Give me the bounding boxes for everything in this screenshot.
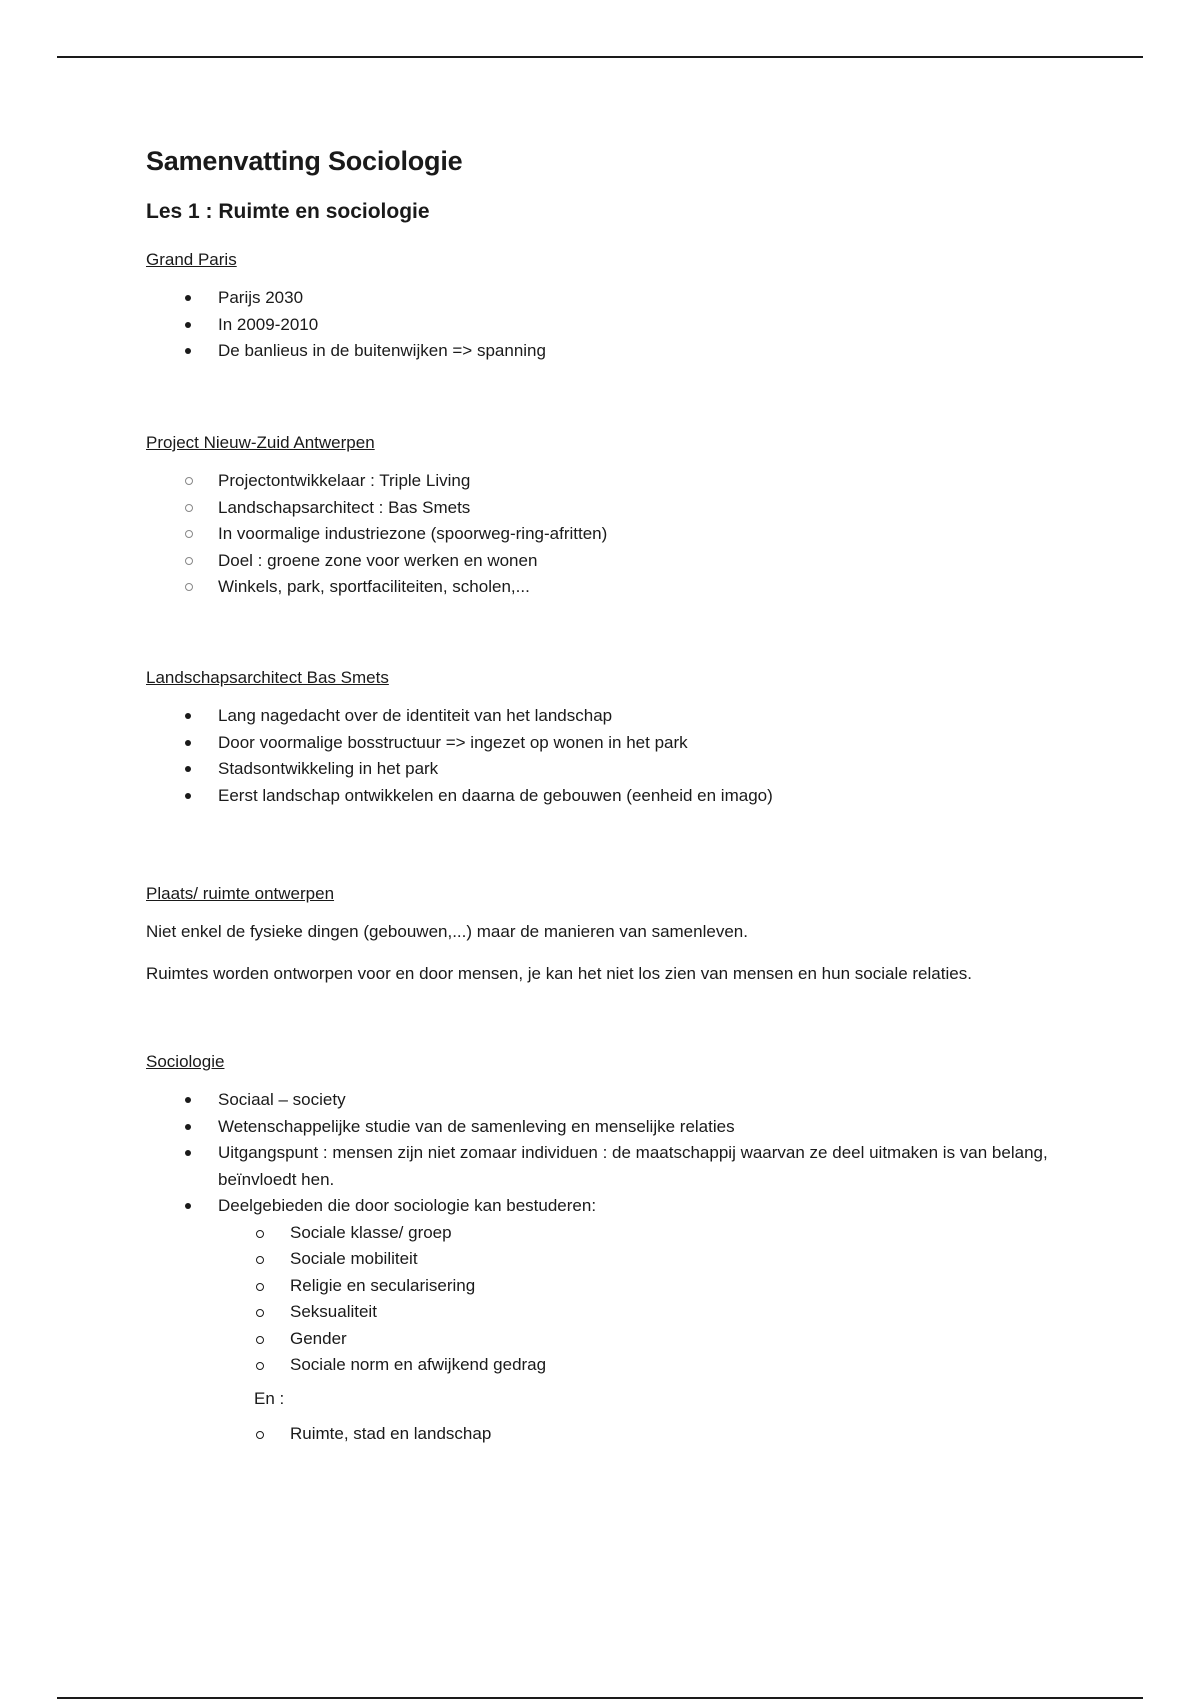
paragraph: Ruimtes worden ontworpen voor en door mensen, je kan het niet los zien van mensen en hun sociale relaties.: [146, 964, 972, 983]
list-item: Projectontwikkelaar : Triple Living: [146, 468, 1086, 495]
top-rule: [57, 56, 1143, 58]
list-item: Winkels, park, sportfaciliteiten, scholen,...: [146, 574, 1086, 601]
list-item: Eerst landschap ontwikkelen en daarna de gebouwen (eenheid en imago): [146, 783, 1086, 810]
bottom-rule: [57, 1697, 1143, 1699]
section-heading: Landschapsarchitect Bas Smets: [146, 668, 389, 687]
bullet-list: [146, 1087, 1086, 1220]
en-label: En :: [254, 1388, 285, 1408]
section-heading: Project Nieuw-Zuid Antwerpen: [146, 433, 375, 452]
section-heading: Sociologie: [146, 1052, 225, 1071]
lesson-heading: Les 1 : Ruimte en sociologie: [146, 200, 430, 223]
section-heading: Grand Paris: [146, 250, 237, 269]
list-item: Uitgangspunt : mensen zijn niet zomaar individuen : de maatschappij waarvan ze deel uitmaken is van belang, beïnvloedt hen.: [146, 1140, 1086, 1193]
list-item: Stadsontwikkeling in het park: [146, 756, 1086, 783]
section-plaats: [146, 884, 1086, 1003]
sub-list: [146, 1220, 1086, 1379]
list-item: In 2009-2010: [146, 312, 1086, 339]
list-item: Deelgebieden die door sociologie kan bestuderen:: [146, 1193, 1086, 1220]
sub-list-item: Sociale klasse/ groep: [146, 1220, 1086, 1247]
sub-list-item: Ruimte, stad en landschap: [146, 1421, 1086, 1448]
list-item: Sociaal – society: [146, 1087, 1086, 1114]
sub-list-item: Religie en secularisering: [146, 1273, 1086, 1300]
sub-list-item: Sociale mobiliteit: [146, 1246, 1086, 1273]
section-heading: Plaats/ ruimte ontwerpen: [146, 884, 335, 903]
list-item: Landschapsarchitect : Bas Smets: [146, 495, 1086, 522]
sub-list: [146, 1421, 1086, 1448]
list-item: Lang nagedacht over de identiteit van het landschap: [146, 703, 1086, 730]
section-sociologie: [146, 1052, 1086, 1447]
paragraph: Niet enkel de fysieke dingen (gebouwen,...) maar de manieren van samenleven.: [146, 922, 748, 941]
list-item: De banlieus in de buitenwijken => spanning: [146, 338, 1086, 365]
bullet-list: [146, 285, 1086, 365]
section-grand-paris: [146, 250, 1086, 365]
list-item: Door voormalige bosstructuur => ingezet op wonen in het park: [146, 730, 1086, 757]
list-item: Wetenschappelijke studie van de samenleving en menselijke relaties: [146, 1114, 1086, 1141]
sub-list-item: Sociale norm en afwijkend gedrag: [146, 1352, 1086, 1379]
document-title: Samenvatting Sociologie: [146, 146, 463, 176]
ring-list: [146, 468, 1086, 601]
list-item: Doel : groene zone voor werken en wonen: [146, 548, 1086, 575]
list-item: In voormalige industriezone (spoorweg-ring-afritten): [146, 521, 1086, 548]
bullet-list: [146, 703, 1086, 809]
document-body: [146, 146, 1086, 1443]
section-nieuw-zuid: [146, 433, 1086, 601]
sub-list-item: Gender: [146, 1326, 1086, 1353]
list-item: Parijs 2030: [146, 285, 1086, 312]
section-bas-smets: [146, 668, 1086, 809]
sub-list-item: Seksualiteit: [146, 1299, 1086, 1326]
